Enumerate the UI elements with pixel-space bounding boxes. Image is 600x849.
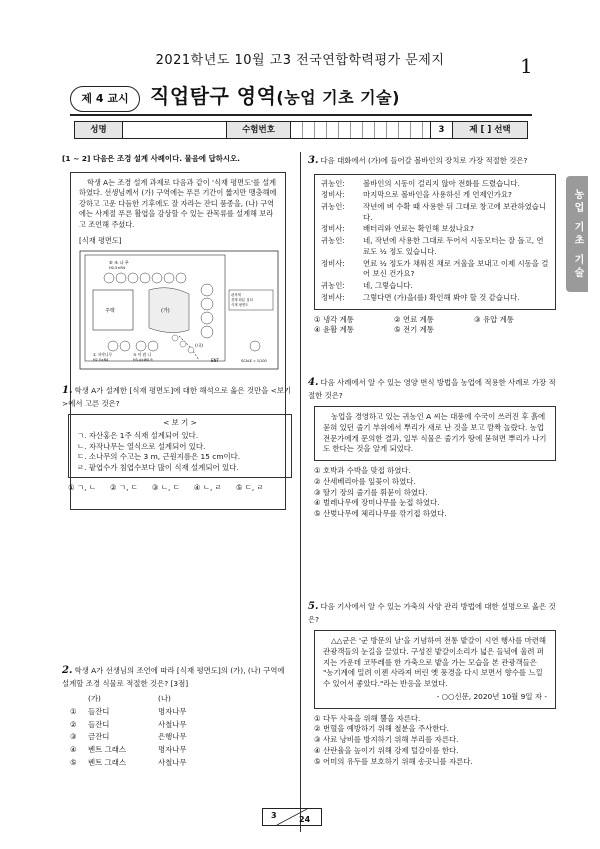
q2-option-1[interactable]: ① 들잔디 명자나무 <box>70 706 187 716</box>
q2-option-3[interactable]: ③ 금잔디 은행나무 <box>70 732 187 742</box>
plan-bottom-mid: ③ 이 팝 나 <box>133 351 152 357</box>
plan-bottom-left-spec: H2.5×R4 <box>93 357 109 362</box>
q5-article-box <box>314 630 556 708</box>
column-divider <box>300 152 301 832</box>
plan-area-na: (나) <box>195 343 204 349</box>
q3-dialog-line: 정비사: 배터리와 연료는 확인해 보셨나요? <box>321 224 474 234</box>
q2-text: 학생 A가 선생님의 조언에 따라 [식재 평면도]의 (가), (나) 구역에 설계할 조경 식물로 적절한 것은? [3점] <box>62 666 285 688</box>
q1-number: 1. <box>62 385 73 396</box>
q2-option-2[interactable]: ② 들잔디 사철나무 <box>70 719 187 729</box>
plan-area-ga: (가) <box>161 307 170 314</box>
exam-no-label: 수험번호 <box>227 122 291 138</box>
q1-item-2: ㄴ. 자작나무는 열식으로 설계되어 있다. <box>77 441 206 451</box>
q1-item-1: ㄱ. 자산홍은 1주 식재 설계되어 있다. <box>77 430 199 440</box>
q4-choice-4[interactable]: ④ 벌레나무에 장미나무를 눈접 하였다. <box>314 498 440 508</box>
q2-option-4[interactable]: ④ 벤트 그래스 명자나무 <box>70 745 187 755</box>
question-2 <box>62 664 292 770</box>
q2-option-5[interactable]: ⑤ 벤트 그래스 사철나무 <box>70 757 187 767</box>
q1-bogi-box <box>68 414 292 478</box>
question-1 <box>62 384 292 494</box>
q1-choices <box>62 483 292 494</box>
subject-sub: (농업 기초 기술) <box>276 88 400 107</box>
subject-side-tab: 농업 기초 기술 <box>566 176 588 292</box>
q4-passage: 농업을 경영하고 있는 귀농인 A 씨는 대풍에 수국이 쓰러진 후 흙에 묻혀 있던 줄기 부위에서 뿌리가 새로 난 것을 보고 깜짝 놀랐다. 농업 전문가에게 문의한 결과, 일부 식물은 줄기가 땅에 묻혀면 뿌리가 나기도 한다는 것을 알게 되었다. <box>314 406 556 461</box>
q5-source: - ○○신문, 2020년 10월 9일 자 - <box>436 691 547 701</box>
plan-top-tree-spec: H2.5×R4 <box>109 265 126 270</box>
q3-choice-1[interactable]: ① 냉각 계통 <box>314 314 354 324</box>
subject-title <box>150 82 400 111</box>
period-badge: 제 4 교시 <box>70 86 140 112</box>
q5-choice-2[interactable]: ② 번혈을 예방하기 위해 철분을 주사한다. <box>314 724 449 734</box>
plan-bottom-left: ① 자작나무 <box>93 351 113 357</box>
plan-scale: SCALE = 1/100 <box>241 358 267 363</box>
plan-bottom-mid-spec: H3.4×W0.9 <box>133 357 153 362</box>
question-4 <box>308 376 556 520</box>
q3-choice-4[interactable]: ④ 윤활 계통 <box>314 325 354 335</box>
q4-text: 다음 사례에서 알 수 있는 영양 번식 방법을 농업에 적용한 사례로 가장 적절한 것은? <box>308 378 556 400</box>
q1-text: 학생 A가 설계한 [식재 평면도]에 대한 해석으로 옳은 것만을 <보기>에서 고른 것은? <box>62 386 292 408</box>
q3-dialog-line: 귀농인: 볼바인의 시동이 걸리지 않아 전화를 드렸습니다. <box>321 178 520 188</box>
plan-box-1: 관석재 <box>231 292 241 297</box>
page-number: 1 <box>520 54 533 78</box>
q5-choice-3[interactable]: ③ 사료 낭비를 방지하기 위해 부리를 자른다. <box>314 735 459 745</box>
q5-number: 5. <box>308 601 319 612</box>
q3-choices <box>308 315 556 336</box>
page-counter <box>262 808 322 826</box>
exam-no-digit: 3 <box>431 122 453 138</box>
q1-choice-1[interactable]: ① ㄱ, ㄴ <box>68 482 96 492</box>
q3-dialog-line: 귀농인: 작년에 벼 수확 때 사용한 뒤 그대로 창고에 보관하였습니다. <box>321 201 547 222</box>
q3-choice-5[interactable]: ⑤ 전기 계통 <box>394 325 434 335</box>
q1-choice-2[interactable]: ② ㄱ, ㄷ <box>109 482 138 492</box>
q5-choice-4[interactable]: ④ 산란율을 높이기 위해 강제 털갈이를 한다. <box>314 745 459 755</box>
q5-choice-1[interactable]: ① 다두 사육을 위해 뿔을 자른다. <box>314 713 421 723</box>
question-5 <box>308 600 556 767</box>
exam-header-title: 2021학년도 10월 고3 전국연합학력평가 문제지 <box>155 53 445 68</box>
q4-choice-1[interactable]: ① 호박과 수박을 맞접 하였다. <box>314 466 411 476</box>
exam-info-row <box>74 121 528 139</box>
q4-choice-5[interactable]: ⑤ 산벚나무에 체리나무를 깎기접 하였다. <box>314 509 447 519</box>
q3-dialog-line: 정비사: 그렇다면 (가)을(를) 확인해 봐야 할 것 같습니다. <box>321 292 520 302</box>
planting-plan-diagram <box>79 250 279 370</box>
q3-dialog-line: 정비사: 연료 ½ 정도가 채워진 채로 겨울을 보내고 이제 시동을 걸어 보신 건가요? <box>321 258 549 279</box>
q2-col-ga: (가) <box>88 694 101 704</box>
q1-bogi-title: < 보 기 > <box>163 418 197 428</box>
q5-choices <box>308 714 556 768</box>
plan-label: [식재 평면도] <box>79 236 122 246</box>
q1-choice-5[interactable]: ⑤ ㄷ, ㄹ <box>235 482 264 492</box>
plan-house: 주택 <box>105 307 115 314</box>
plan-entrance: ENT <box>211 357 219 363</box>
name-field[interactable] <box>123 122 227 138</box>
q3-dialog-line: 귀농인: 네, 그렇습니다. <box>321 281 413 291</box>
name-label: 성명 <box>75 122 123 138</box>
group-instructions: [1 ~ 2] 다음은 조경 설계 사례이다. 물음에 답하시오. <box>62 154 240 163</box>
passage-text: 학생 A는 조경 설계 과제로 다음과 같이 '식재 평면도'를 설계하였다. 선생님께서 (가) 구역에는 푸른 기간이 짧지만 맹충해에 강하고 고운 다듬한 기후에도 잘 자라는 잔디 품종을, (나) 구역에는 사계절 푸른 활엽을 감상할 수 있는 관목류를 설계해 보라고 조언해 주셨다. <box>79 178 277 229</box>
page-current: 3 <box>271 811 277 820</box>
q3-dialog-line: 정비사: 마지막으로 볼바인을 사용하신 게 언제인가요? <box>321 190 512 200</box>
q1-choice-3[interactable]: ③ ㄴ, ㄷ <box>151 482 180 492</box>
q1-item-4: ㄹ. 팥엽수가 침엽수보다 많이 식재 설계되어 있다. <box>77 463 239 473</box>
exam-no-cells <box>291 122 423 138</box>
question-3 <box>308 154 556 336</box>
q4-choice-2[interactable]: ② 산세베리아를 잎꽂이 하였다. <box>314 476 416 486</box>
q3-choice-2[interactable]: ② 연료 계통 <box>394 314 434 324</box>
page-total: 24 <box>299 815 311 824</box>
q2-number: 2. <box>62 665 73 676</box>
title-rule <box>70 114 532 116</box>
q4-number: 4. <box>308 377 319 388</box>
q3-choice-3[interactable]: ③ 유압 계통 <box>474 314 514 324</box>
q1-item-3: ㄷ. 소나무의 수고는 3 m, 근원지름은 15 cm이다. <box>77 452 241 462</box>
q4-choice-3[interactable]: ③ 딸기 장의 줄기를 휘묻이 하였다. <box>314 487 428 497</box>
q2-col-na: (나) <box>158 694 171 704</box>
q3-number: 3. <box>308 155 319 166</box>
q2-options-table <box>70 693 191 769</box>
plan-box-2: 경계 화분 설치 <box>231 297 253 302</box>
exam-no-field[interactable] <box>291 122 431 138</box>
q5-passage: △△군은 '군 방문의 날'을 기념하여 전통 밭갈이 시연 행사를 마련해 관광객들의 눈길을 끌었다. 구성진 밭갈이소리가 넓은 들녘에 울려 퍼지는 가운데 코뚜레를 한 가축으로 밭을 가는 모습을 본 관광객들은 "농기계에 밀려 이젠 사라져 버린 옛 풍경을 다시 보면서 향수를 느낄 수 있어서 좋았다."라는 반응을 보였다. <box>323 636 547 689</box>
select-label: 제 [ ] 선택 <box>453 122 527 138</box>
plan-box-3: 식재 평면도 <box>231 302 249 307</box>
plan-top-tree: ⑤ 조 나 무 <box>109 259 129 265</box>
subject-main: 직업탐구 영역 <box>150 84 277 108</box>
q1-choice-4[interactable]: ④ ㄴ, ㄹ <box>193 482 222 492</box>
q3-dialog-line: 귀농인: 네, 작년에 사용한 그대로 두어서 시동모터는 잘 돌고, 연료도 ½ 정도 있습니다. <box>321 236 544 256</box>
q4-choices <box>308 466 556 520</box>
q3-dialog-box <box>314 174 556 310</box>
q5-choice-5[interactable]: ⑤ 어미의 유두를 보호하기 위해 송곳니를 자른다. <box>314 756 473 766</box>
q5-text: 다음 기사에서 알 수 있는 가축의 사양 관리 방법에 대한 설명으로 옳은 것은? <box>308 602 556 624</box>
q3-text: 다음 대화에서 (가)에 들어갈 볼바인의 장치로 가장 적절한 것은? <box>320 156 528 165</box>
